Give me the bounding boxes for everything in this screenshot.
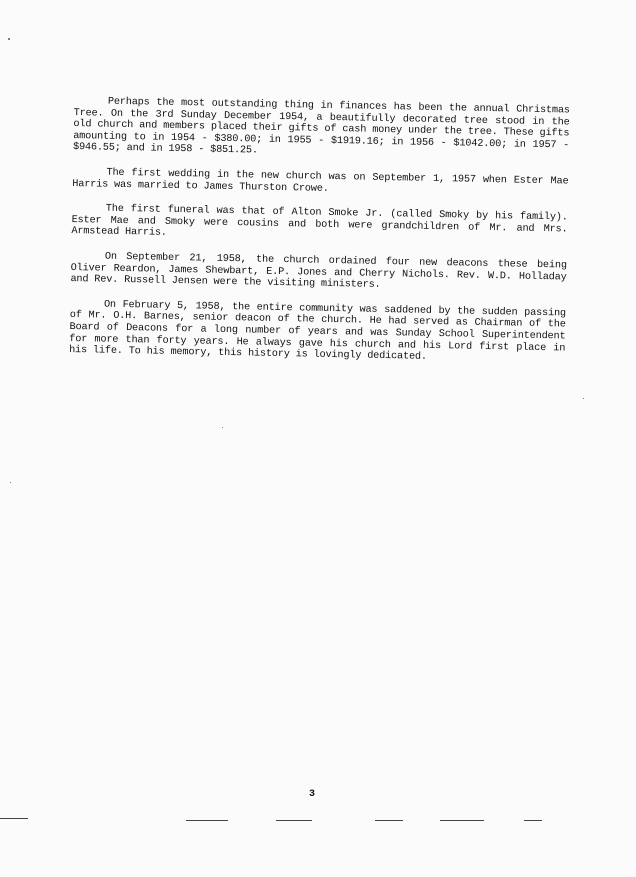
scan-artifact-speck	[8, 38, 10, 40]
paragraph-first-wedding: The first wedding in the new church was on September 1, 1957 when Ester Mae Harris was married to James Thurston Crowe.	[72, 167, 569, 195]
scan-artifact-line	[186, 820, 228, 821]
scan-artifact-speck	[10, 482, 11, 483]
paragraph-christmas-tree: Perhaps the most outstanding thing in finances has been the annual Christmas Tree. On the 3rd Sunday December 1954, a beautifully decorated tree stood in the old church and members placed their gifts of cash money under the tree. These gifts amounting to in 1954 - $380.00; in 1955 - $1919.16; in 1956 - $1042.00; in 1957 - $946.55; and in 1958 - $851.25.	[72, 96, 570, 157]
scan-artifact-line	[524, 820, 542, 821]
paragraph-new-deacons: On September 21, 1958, the church ordained four new deacons these being Oliver Reardon, James Shewbart, E.P. Jones and Cherry Nichols. Rev. W.D. Holladay and Rev. Russell Jensen were the visiting ministers.	[70, 251, 567, 292]
scan-artifact-line	[276, 820, 312, 821]
scan-artifact-speck	[222, 427, 223, 428]
paragraph-first-funeral: The first funeral was that of Alton Smoke Jr. (called Smoky by his family). Ester Mae and Smoky were cousins and both were grandchildren of Mr. and Mrs. Armstead Harris.	[71, 203, 568, 240]
scan-artifact-speck	[583, 398, 584, 399]
body-text	[69, 96, 570, 379]
scan-artifact-line	[440, 820, 484, 821]
scan-artifact-line	[375, 820, 403, 821]
page-number: 3	[309, 789, 316, 800]
scan-artifact-line	[0, 818, 28, 819]
paragraph-dedication: On February 5, 1958, the entire community was saddened by the sudden passing of Mr. O.H. Barnes, senior deacon of the church. He had served as Chairman of the Board of Deacons for a long number of years and was Sunday School Superintendent for more than forty years. He always gave his church and his Lord first place in his life. To his memory, this history is lovingly dedicated.	[69, 299, 567, 363]
